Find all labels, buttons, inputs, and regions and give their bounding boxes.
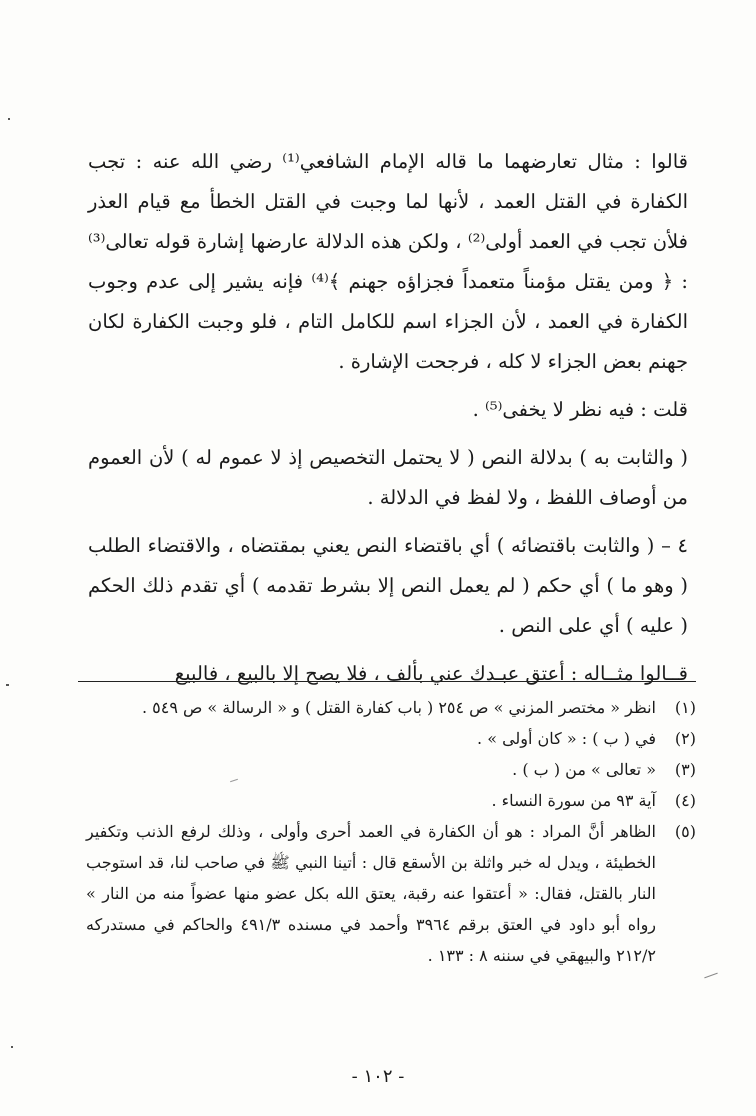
footnote-number: (٢) xyxy=(674,729,696,748)
footnote-number: (٤) xyxy=(674,791,696,810)
footnote xyxy=(86,816,696,971)
footnote xyxy=(86,785,696,816)
paragraph: قــالوا مثــاله : أعتق عبـدك عني بألف ، فلا يصح إلا بالبيع ، فالبيع xyxy=(174,662,688,685)
scan-speck xyxy=(8,118,10,120)
footnote-text: آية ٩٣ من سورة النساء . xyxy=(491,791,656,810)
page-number: - ١٠٢ - xyxy=(351,1066,405,1087)
paragraph: ٤ – ( والثابت باقتضائه ) أي باقتضاء النص يعني بمقتضاه ، والاقتضاء الطلب ( وهو ما ) أي حكم ( لم يعمل النص إلا بشرط تقدمه ) أي تقدم ذلك الحكم ( عليه ) أي على النص . xyxy=(88,534,688,637)
footnote xyxy=(86,754,696,785)
footnote-text: « تعالى » من ( ب ) . xyxy=(512,760,656,779)
main-text xyxy=(88,142,688,694)
footnote-text: انظر « مختصر المزني » ص ٢٥٤ ( باب كفارة القتل ) و « الرسالة » ص ٥٤٩ . xyxy=(141,698,656,717)
footnote-number: (١) xyxy=(674,698,696,717)
footnote-number: (٣) xyxy=(674,760,696,779)
footnote-number: (٥) xyxy=(674,822,696,841)
footnote xyxy=(86,692,696,723)
scan-speck xyxy=(6,684,9,686)
footnote-divider xyxy=(78,681,696,682)
scan-speck xyxy=(704,973,717,979)
footnote xyxy=(86,723,696,754)
footnote-text: في ( ب ) : « كان أولى » . xyxy=(477,729,656,748)
paragraph: قالوا : مثال تعارضهما ما قاله الإمام الشافعي⁽¹⁾ رضي الله عنه : تجب الكفارة في القتل العمد ، لأنها لما وجبت في القتل الخطأ مع قيام العذر فلأن تجب في العمد أولى⁽²⁾ ، ولكن هذه الدلالة عارضها إشارة قوله تعالى⁽³⁾ : ﴿ ومن يقتل مؤمناً متعمداً فجزاؤه جهنم ﴾⁽⁴⁾ فإنه يشير إلى عدم وجوب الكفارة في العمد ، لأن الجزاء اسم للكامل التام ، فلو وجبت الكفارة لكان جهنم بعض الجزاء لا كله ، فرجحت الإشارة . xyxy=(88,150,688,373)
paragraph: قلت : فيه نظر لا يخفى⁽⁵⁾ . xyxy=(472,398,688,421)
footnotes xyxy=(86,692,696,971)
paragraph: ( والثابت به ) بدلالة النص ( لا يحتمل التخصيص إذ لا عموم له ) لأن العموم من أوصاف اللفظ ، ولا لفظ في الدلالة . xyxy=(88,446,688,509)
scan-speck xyxy=(11,1046,13,1048)
footnote-text: الظاهر أنَّ المراد : هو أن الكفارة في العمد أحرى وأولى ، وذلك لرفع الذنب وتكفير الخطيئة ، ويدل له خبر واثلة بن الأسقع قال : أتينا النبي ﷺ في صاحب لنا، قد استوجب النار بالقتل، فقال: « أعتقوا عنه رقبة، يعتق الله بكل عضو منها عضواً منه من النار » رواه أبو داود في العتق برقم ٣٩٦٤ وأحمد في مسنده ٤٩١/٣ والحاكم في مستدركه ٢١٢/٢ والبيهقي في سننه ٨ : ١٣٣ . xyxy=(86,822,657,965)
